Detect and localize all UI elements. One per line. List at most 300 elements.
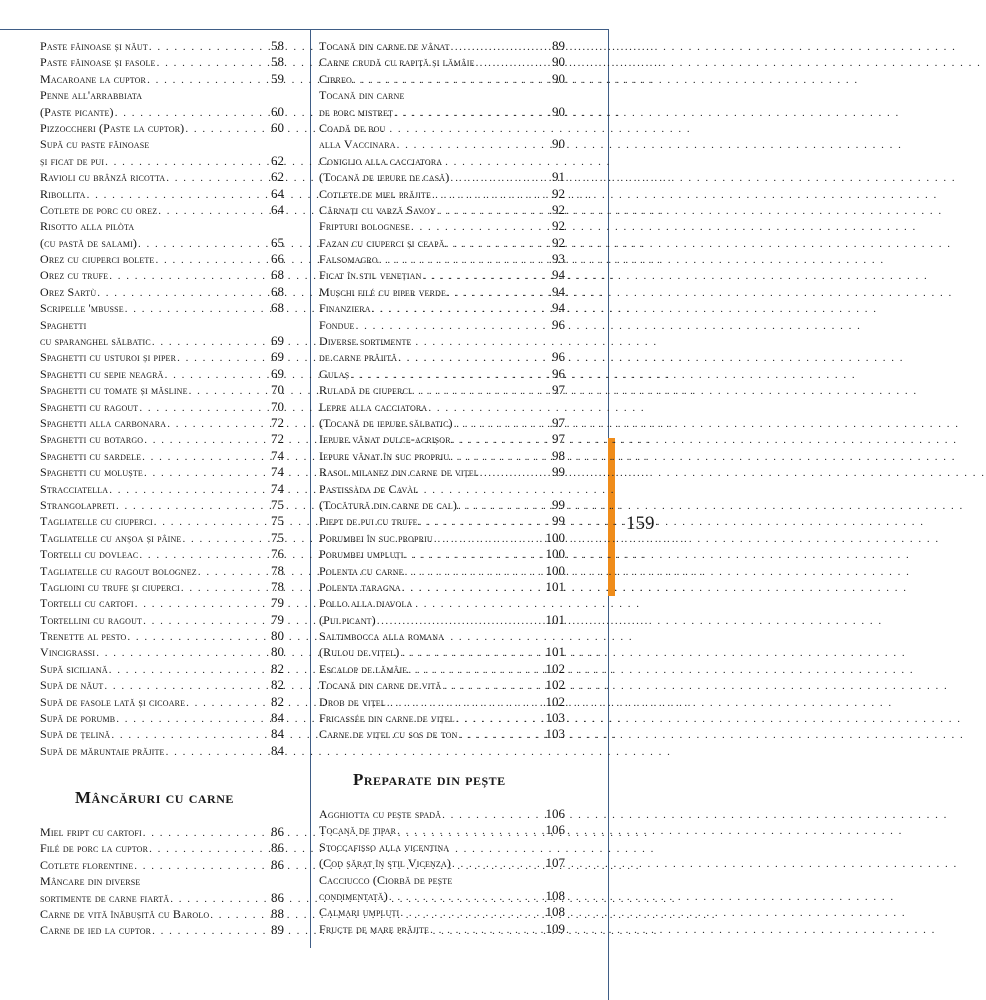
index-entry-heading-line: Coniglio alla cacciatora — [319, 153, 443, 168]
entry-page-number: 92 — [552, 201, 565, 217]
index-entry — [319, 284, 565, 300]
entry-page-number: 64 — [271, 185, 284, 201]
dot-leader — [459, 727, 545, 743]
entry-page-number: 72 — [271, 414, 284, 430]
index-entry — [319, 186, 565, 202]
dot-leader — [125, 301, 270, 317]
index-entry — [40, 824, 284, 840]
index-entry — [319, 464, 565, 480]
entry-title: Spaghetti cu ragout — [40, 399, 139, 414]
entry-title: de carne prăjită — [319, 350, 398, 365]
entry-title: Vincigrassi — [40, 645, 96, 660]
entry-title: Porumbei în suc propriu — [319, 530, 433, 545]
entry-title: Fructe de mare prăjite — [319, 921, 430, 936]
index-entry — [40, 857, 284, 873]
index-entry — [319, 202, 565, 218]
entry-page-number: 86 — [271, 856, 284, 872]
entry-page-number: 99 — [552, 513, 565, 529]
index-entry — [40, 235, 284, 251]
index-entry — [40, 153, 284, 169]
entry-page-number: 69 — [271, 365, 284, 381]
entry-page-number: 101 — [545, 578, 565, 594]
entry-title: Tocană din carne de vită — [319, 678, 442, 693]
entry-page-number: 86 — [271, 840, 284, 856]
entry-title: sortimente de carne fiartă — [40, 890, 170, 905]
index-entry-heading-line: Supă cu paste făinoase — [40, 137, 150, 152]
entry-page-number: 94 — [552, 300, 565, 316]
dot-leader — [446, 236, 551, 252]
index-entry — [319, 661, 565, 677]
index-entry-heading-line: Stoccafisso alla vicentina — [319, 839, 450, 854]
index-entry — [40, 906, 284, 922]
entry-title: Fondue — [319, 317, 355, 332]
dot-leader — [139, 547, 270, 563]
entry-title: de porc mistreț — [319, 104, 394, 119]
dot-leader — [402, 580, 545, 596]
entry-page-number: 75 — [271, 529, 284, 545]
index-entry — [319, 382, 565, 398]
index-entry — [40, 513, 284, 529]
index-entry — [319, 497, 565, 513]
entry-title: Tortelli cu cartofi — [40, 596, 134, 611]
index-entry-heading-line: Tocană din carne — [319, 88, 405, 103]
dot-leader — [116, 711, 270, 727]
entry-title: Supă de țelină — [40, 727, 111, 742]
index-entry-heading-line: Saltimbocca alla romana — [319, 629, 445, 644]
dot-leader — [452, 432, 551, 448]
entry-page-number: 80 — [271, 644, 284, 660]
entry-title: Carne de vită înăbușită cu Barolo — [40, 906, 210, 921]
entry-title: Carne crudă cu rapiță și lămâie — [319, 55, 475, 70]
dot-leader — [138, 236, 270, 252]
index-entry — [40, 415, 284, 431]
dot-leader — [419, 514, 551, 530]
dot-leader — [412, 383, 551, 399]
dot-leader — [181, 580, 270, 596]
index-entry — [319, 448, 565, 464]
entry-page-number: 86 — [271, 889, 284, 905]
index-entry — [319, 563, 565, 579]
dot-leader — [447, 285, 551, 301]
dot-leader — [405, 564, 545, 580]
dot-leader — [109, 662, 270, 678]
entry-title: Fazan cu ciuperci și ceapă — [319, 235, 445, 250]
dot-leader — [456, 711, 545, 727]
entry-title: Supă de fasole lată și cicoare — [40, 694, 186, 709]
dot-leader — [400, 645, 544, 661]
entry-title: Orez cu ciuperci bolete — [40, 252, 155, 267]
entry-page-number: 92 — [552, 234, 565, 250]
entry-page-number: 92 — [552, 185, 565, 201]
index-entry — [40, 251, 284, 267]
index-entry-heading-line: Penne all'arrabbiata — [40, 88, 143, 103]
entry-page-number: 79 — [271, 611, 284, 627]
entry-page-number: 59 — [271, 70, 284, 86]
dot-leader — [353, 72, 551, 88]
entry-page-number: 93 — [552, 251, 565, 267]
index-entry — [319, 612, 565, 628]
index-entry — [40, 743, 284, 759]
entry-title: Supă siciliană — [40, 661, 108, 676]
entry-page-number: 100 — [545, 529, 565, 545]
entry-title: (Tocană de iepure sălbatic) — [319, 415, 453, 430]
entry-title: Spaghetti cu sepie neagră — [40, 366, 164, 381]
peste-section-index — [319, 806, 565, 937]
entry-title: Tocană de țipar — [319, 823, 397, 838]
entry-title: Piept de pui cu trufe — [319, 514, 418, 529]
index-entry — [40, 563, 284, 579]
index-entry — [40, 579, 284, 595]
entry-title: Fripturi bolognese — [319, 219, 411, 234]
dot-leader — [411, 219, 551, 235]
index-entry — [319, 806, 565, 822]
dot-leader — [185, 121, 270, 137]
index-entry — [40, 382, 284, 398]
entry-page-number: 69 — [271, 349, 284, 365]
dot-leader — [210, 907, 270, 923]
entry-page-number: 98 — [552, 447, 565, 463]
entry-page-number: 69 — [271, 333, 284, 349]
dot-leader — [152, 923, 270, 939]
index-entry — [40, 38, 284, 54]
index-entry — [40, 726, 284, 742]
entry-page-number: 91 — [552, 169, 565, 185]
dot-leader — [144, 432, 270, 448]
entry-page-number: 74 — [271, 447, 284, 463]
entry-title: Drob de vițel — [319, 694, 386, 709]
entry-title: Paste făinoase și năut — [40, 39, 148, 53]
dot-leader — [442, 678, 544, 694]
entry-page-number: 106 — [545, 822, 565, 838]
entry-title: Spaghetti cu usturoi și piper — [40, 350, 177, 365]
entry-page-number: 94 — [552, 283, 565, 299]
index-entry — [40, 694, 284, 710]
index-entry-heading-line: Lepre alla cacciatora — [319, 399, 428, 414]
entry-page-number: 84 — [271, 726, 284, 742]
index-entry — [319, 694, 565, 710]
index-entry — [319, 218, 565, 234]
index-entry-heading-line: Pollo alla diavola — [319, 596, 413, 611]
dot-leader — [152, 334, 270, 350]
index-entry — [40, 922, 284, 938]
entry-title: Spaghetti alla carbonara — [40, 415, 167, 430]
entry-title: Mușchi filé cu piper verde — [319, 284, 447, 299]
entry-page-number: 75 — [271, 496, 284, 512]
entry-title: Gulaș — [319, 366, 350, 381]
entry-title: Ficat în stil venețian — [319, 268, 422, 283]
entry-title: alla Vaccinara — [319, 137, 396, 152]
index-entry — [319, 104, 565, 120]
entry-title: Carne de ied la cuptor — [40, 923, 152, 938]
dot-leader — [109, 268, 270, 284]
index-entry — [319, 546, 565, 562]
index-entry-heading-line: Pastissàda de Cavàl — [319, 481, 419, 496]
entry-page-number: 103 — [545, 710, 565, 726]
index-entry-heading-line: Cacciucco (Ciorbă de pește — [319, 872, 453, 887]
index-entry — [40, 710, 284, 726]
index-entry — [40, 840, 284, 856]
index-entry — [40, 530, 284, 546]
index-entry-heading-line: Risotto alla pilòta — [40, 219, 135, 234]
entry-page-number: 90 — [552, 103, 565, 119]
entry-title: (Rulou de vițel) — [319, 645, 400, 660]
entry-page-number: 64 — [271, 201, 284, 217]
entry-title: (Tocătură din carne de cal) — [319, 497, 458, 512]
entry-page-number: 89 — [271, 922, 284, 938]
entry-title: Finanziera — [319, 301, 371, 316]
entry-title: condimentată) — [319, 888, 388, 903]
dot-leader — [387, 695, 545, 711]
index-entry — [319, 513, 565, 529]
entry-title: (cu pastă de salami) — [40, 235, 138, 250]
entry-page-number: 78 — [271, 578, 284, 594]
entry-title: Supă de măruntaie prăjite — [40, 743, 165, 758]
dot-leader — [408, 662, 544, 678]
entry-title: Tagliatelle cu ragout bolognez — [40, 563, 197, 578]
dot-leader — [167, 416, 270, 432]
entry-page-number: 78 — [271, 562, 284, 578]
index-entry — [319, 921, 565, 937]
index-entry — [319, 235, 565, 251]
dot-leader — [116, 498, 270, 514]
entry-title: Escalop de lămâie — [319, 661, 408, 676]
dot-leader — [177, 350, 270, 366]
entry-page-number: 82 — [271, 660, 284, 676]
dot-leader — [127, 629, 270, 645]
index-entry — [319, 267, 565, 283]
right-column-index — [319, 38, 565, 743]
dot-leader — [350, 367, 551, 383]
dot-leader — [397, 823, 544, 839]
index-entry — [319, 431, 565, 447]
dot-leader — [170, 891, 270, 907]
dot-leader — [377, 613, 545, 629]
entry-page-number: 96 — [552, 316, 565, 332]
index-entry — [319, 888, 565, 904]
entry-page-number: 107 — [545, 855, 565, 871]
index-entry-heading-line: Diverse sortimente — [319, 334, 412, 349]
entry-page-number: 62 — [271, 169, 284, 185]
entry-page-number: 76 — [271, 546, 284, 562]
entry-page-number: 68 — [271, 300, 284, 316]
entry-title: și ficat de pui — [40, 153, 105, 168]
index-entry — [40, 661, 284, 677]
entry-page-number: 97 — [552, 382, 565, 398]
index-entry — [40, 186, 284, 202]
entry-title: Strangolapreti — [40, 497, 115, 512]
index-entry — [319, 530, 565, 546]
entry-title: Supă de năut — [40, 678, 104, 693]
index-entry — [319, 415, 565, 431]
carne-section-index — [40, 824, 284, 939]
dot-leader — [189, 383, 270, 399]
index-entry — [40, 300, 284, 316]
entry-title: Miel fript cu cartofi — [40, 825, 142, 839]
dot-leader — [134, 858, 270, 874]
dot-leader — [144, 465, 270, 481]
index-entry — [319, 300, 565, 316]
entry-title: Polenta taragna — [319, 579, 401, 594]
index-entry — [40, 481, 284, 497]
dot-leader — [432, 187, 551, 203]
entry-title: Rasol milanez din carne de vițel — [319, 465, 479, 480]
dot-leader — [96, 645, 270, 661]
entry-title: Ruladă de ciuperci — [319, 383, 411, 398]
entry-page-number: 79 — [271, 595, 284, 611]
index-entry — [319, 710, 565, 726]
dot-leader — [105, 154, 270, 170]
index-entry — [40, 431, 284, 447]
dot-leader — [154, 514, 270, 530]
entry-title: Falsomagro — [319, 252, 378, 267]
entry-title: Tocană din carne de vânat — [319, 39, 450, 53]
entry-page-number: 94 — [552, 267, 565, 283]
dot-leader — [434, 531, 545, 547]
entry-title: Calmari umpluți — [319, 905, 400, 920]
entry-title: Cârnați cu varză Savoy — [319, 202, 436, 217]
entry-page-number: 101 — [545, 611, 565, 627]
index-entry — [319, 38, 565, 54]
index-entry — [319, 822, 565, 838]
entry-page-number: 75 — [271, 513, 284, 529]
dot-leader — [442, 807, 544, 823]
left-column-index — [40, 38, 284, 759]
dot-leader — [389, 889, 545, 905]
entry-page-number: 58 — [271, 38, 284, 53]
dot-leader — [97, 285, 270, 301]
dot-leader — [115, 105, 270, 121]
dot-leader — [454, 416, 551, 432]
entry-page-number: 96 — [552, 349, 565, 365]
index-entry — [40, 890, 284, 906]
entry-page-number: 101 — [545, 644, 565, 660]
dot-leader — [372, 301, 551, 317]
entry-page-number: 100 — [545, 562, 565, 578]
index-entry — [40, 71, 284, 87]
index-entry — [40, 595, 284, 611]
page-frame-top-rule — [0, 29, 608, 30]
index-entry — [319, 855, 565, 871]
index-entry — [40, 120, 284, 136]
dot-leader — [139, 400, 270, 416]
index-entry — [319, 54, 565, 70]
dot-leader — [157, 55, 270, 71]
entry-title: Orez Sartù — [40, 284, 97, 299]
entry-page-number: 88 — [271, 905, 284, 921]
entry-page-number: 99 — [552, 496, 565, 512]
entry-page-number: 68 — [271, 283, 284, 299]
entry-page-number: 72 — [271, 431, 284, 447]
dot-leader — [450, 170, 551, 186]
entry-title: Orez cu trufe — [40, 268, 109, 283]
entry-page-number: 60 — [271, 119, 284, 135]
entry-title: Carne de vițel cu sos de ton — [319, 727, 458, 742]
entry-title: Pizzoccheri (Paste la cuptor) — [40, 120, 185, 135]
entry-title: Cotlete florentine — [40, 857, 134, 872]
index-entry — [319, 349, 565, 365]
dot-leader — [143, 825, 270, 841]
entry-page-number: 68 — [271, 267, 284, 283]
entry-title: Taglioini cu trufe și ciuperci — [40, 579, 180, 594]
index-entry — [40, 464, 284, 480]
index-entry — [319, 644, 565, 660]
entry-page-number: 70 — [271, 382, 284, 398]
index-entry — [40, 628, 284, 644]
section-heading-peste: Preparate din pește — [353, 770, 506, 789]
entry-page-number: 108 — [545, 904, 565, 920]
entry-page-number: 65 — [271, 234, 284, 250]
entry-page-number: 99 — [552, 464, 565, 480]
entry-title: Agghiotta cu pește spadă — [319, 807, 442, 821]
index-entry — [40, 104, 284, 120]
entry-title: Tagliatelle cu ciuperci — [40, 514, 153, 529]
dot-leader — [356, 318, 551, 334]
dot-leader — [423, 268, 551, 284]
entry-page-number: 102 — [545, 677, 565, 693]
entry-title: Polenta cu carne — [319, 563, 404, 578]
entry-title: Spaghetti cu sardele — [40, 448, 142, 463]
dot-leader — [476, 55, 551, 71]
entry-title: Supă de porumb — [40, 711, 116, 726]
index-entry — [40, 284, 284, 300]
index-entry — [40, 169, 284, 185]
dot-leader — [394, 105, 551, 121]
dot-leader — [166, 744, 270, 760]
entry-title: Fricassée din carne de vițel — [319, 711, 455, 726]
entry-page-number: 74 — [271, 480, 284, 496]
entry-title: Ravioli cu brânză ricotta — [40, 170, 166, 185]
dot-leader — [143, 613, 270, 629]
entry-page-number: 97 — [552, 431, 565, 447]
dot-leader — [398, 350, 551, 366]
entry-title: Paste făinoase și fasole — [40, 55, 156, 70]
dot-leader — [149, 39, 270, 55]
entry-page-number: 74 — [271, 464, 284, 480]
entry-title: Tortelli cu dovleac — [40, 547, 139, 562]
entry-title: Iepure vânat dulce-acrișor — [319, 432, 451, 447]
entry-title: Ribollita — [40, 186, 86, 201]
entry-title: Spaghetti cu moluște — [40, 465, 143, 480]
entry-title: Macaroane la cuptor — [40, 71, 147, 86]
dot-leader — [149, 841, 270, 857]
entry-page-number: 102 — [545, 693, 565, 709]
entry-title: (Cod sărat în stil Vicenza) — [319, 856, 452, 871]
index-entry — [319, 726, 565, 742]
entry-page-number: 103 — [545, 726, 565, 742]
dot-leader — [198, 564, 270, 580]
index-entry — [40, 448, 284, 464]
dot-leader — [158, 203, 270, 219]
entry-title: Spaghetti cu tomate și măsline — [40, 383, 188, 398]
dot-leader — [437, 203, 551, 219]
index-entry — [319, 169, 565, 185]
index-entry — [40, 267, 284, 283]
entry-page-number: 97 — [552, 414, 565, 430]
entry-page-number: 82 — [271, 693, 284, 709]
index-entry — [40, 366, 284, 382]
index-entry-heading-line: Coadă de bou — [319, 120, 386, 135]
entry-page-number: 106 — [545, 806, 565, 821]
index-entry-heading-line: Mâncare din diverse — [40, 874, 141, 889]
index-entry — [40, 644, 284, 660]
entry-title: Porumbei umpluți — [319, 547, 404, 562]
entry-title: Cotlete de porc cu orez — [40, 202, 158, 217]
index-entry — [319, 71, 565, 87]
entry-title: Spaghetti cu botargo — [40, 432, 144, 447]
index-entry — [319, 251, 565, 267]
dot-leader — [135, 596, 270, 612]
dot-leader — [452, 856, 544, 872]
